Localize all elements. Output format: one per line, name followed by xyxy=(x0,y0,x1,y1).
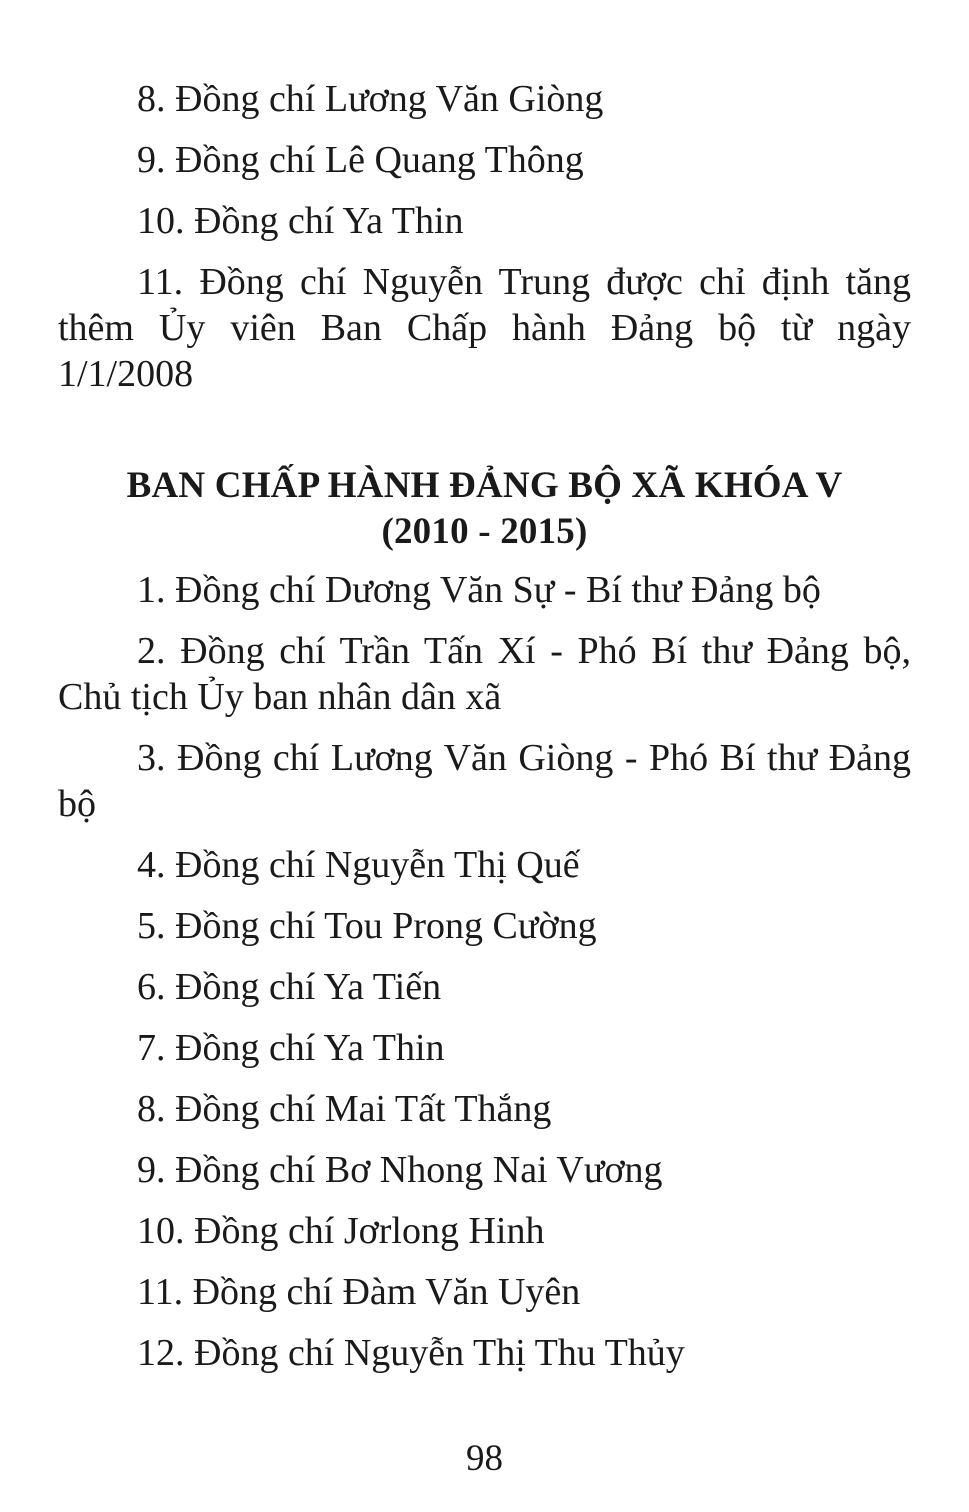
member-list xyxy=(58,567,911,1376)
list-item: 11. Đồng chí Đàm Văn Uyên xyxy=(137,1271,581,1313)
previous-member-list xyxy=(58,76,911,397)
list-item: 8. Đồng chí Lương Văn Giòng xyxy=(137,78,604,120)
list-item: 4. Đồng chí Nguyễn Thị Quế xyxy=(137,844,580,886)
list-item: 6. Đồng chí Ya Tiến xyxy=(137,966,442,1008)
list-item: 1. Đồng chí Dương Văn Sự - Bí thư Đảng bộ xyxy=(137,569,821,611)
list-item: 10. Đồng chí Ya Thin xyxy=(137,200,464,242)
section-period: (2010 - 2015) xyxy=(381,511,588,552)
list-item: 10. Đồng chí Jơrlong Hinh xyxy=(137,1210,545,1252)
list-item: 8. Đồng chí Mai Tất Thắng xyxy=(137,1088,552,1130)
list-item: 3. Đồng chí Lương Văn Giòng - Phó Bí thư Đảng bộ xyxy=(58,737,911,825)
page-number: 98 xyxy=(466,1438,503,1479)
list-item: 12. Đồng chí Nguyễn Thị Thu Thủy xyxy=(137,1332,685,1374)
list-item: 11. Đồng chí Nguyễn Trung được chỉ định tăng thêm Ủy viên Ban Chấp hành Đảng bộ từ ngày 1/1/2008 xyxy=(58,261,911,395)
section-title: BAN CHẤP HÀNH ĐẢNG BỘ XÃ KHÓA V xyxy=(126,465,843,506)
list-item: 9. Đồng chí Lê Quang Thông xyxy=(137,139,584,181)
list-item: 2. Đồng chí Trần Tấn Xí - Phó Bí thư Đảng bộ, Chủ tịch Ủy ban nhân dân xã xyxy=(58,630,911,718)
list-item: 5. Đồng chí Tou Prong Cường xyxy=(137,905,597,947)
list-item: 9. Đồng chí Bơ Nhong Nai Vương xyxy=(137,1149,663,1191)
list-item: 7. Đồng chí Ya Thin xyxy=(137,1027,445,1069)
